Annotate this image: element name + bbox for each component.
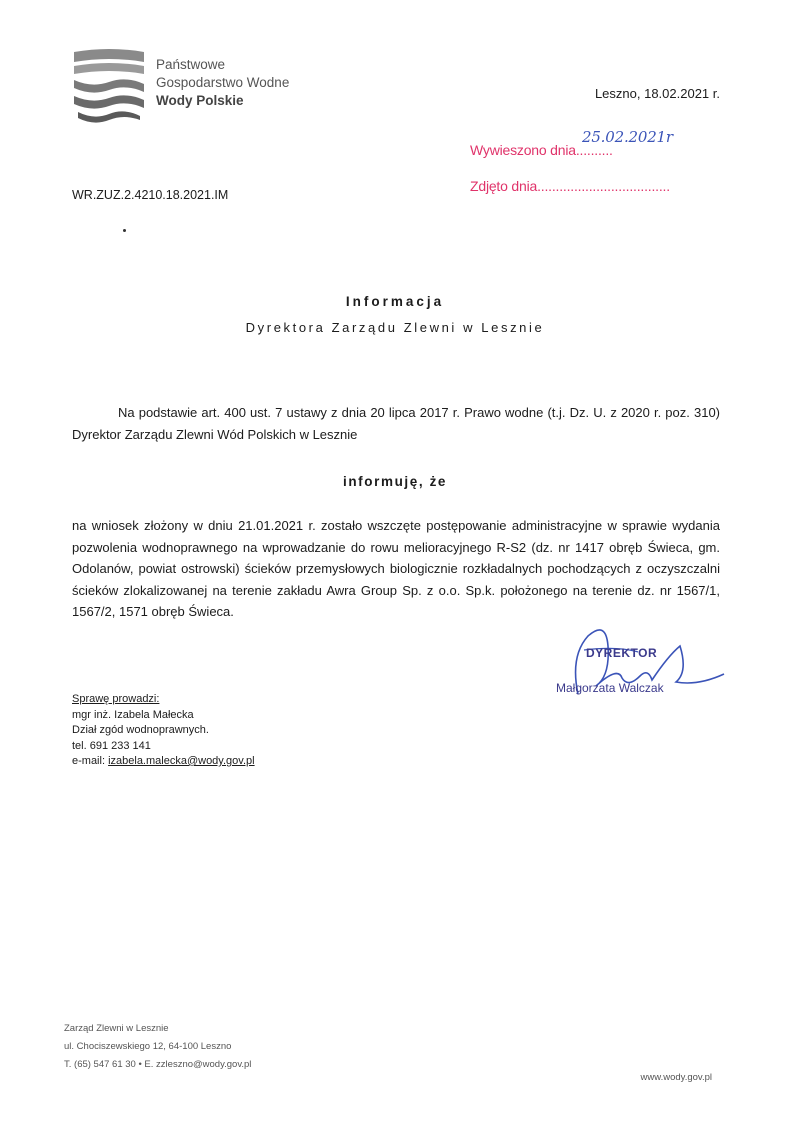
footer-address [64, 1020, 251, 1074]
stamp-posted-dots: .......... [575, 142, 613, 158]
reference-number: WR.ZUZ.2.4210.18.2021.IM [72, 188, 229, 202]
signature-title: DYREKTOR [586, 646, 658, 660]
stamp-removed [470, 178, 670, 194]
document-date: Leszno, 18.02.2021 r. [594, 86, 720, 101]
stamp-posted [470, 128, 673, 158]
footer-line-2: ul. Chociszewskiego 12, 64-100 Leszno [64, 1041, 232, 1052]
logo-line-2: Gospodarstwo Wodne [156, 75, 290, 90]
intro-paragraph: Na podstawie art. 400 ust. 7 ustawy z dnia 20 lipca 2017 r. Prawo wodne (t.j. Dz. U. z 2020 r. poz. 310) Dyrektor Zarządu Zlewni Wód Polskich w Lesznie [72, 405, 720, 442]
logo-line-1: Państwowe [156, 57, 226, 72]
signature-name: Małgorzata Walczak [556, 681, 664, 695]
footer-line-3: T. (65) 547 61 30 • E. zzleszno@wody.gov.pl [64, 1059, 252, 1070]
contact-header: Sprawę prowadzi: [72, 693, 160, 705]
stray-dot [123, 229, 126, 232]
document-subtitle: Dyrektora Zarządu Zlewni w Lesznie [245, 320, 545, 335]
informs-heading: informuję, że [342, 474, 448, 489]
footer-website[interactable]: www.wody.gov.pl [640, 1072, 712, 1083]
contact-department: Dział zgód wodnoprawnych. [72, 724, 209, 736]
body-paragraph: na wniosek złożony w dniu 21.01.2021 r. zostało wszczęte postępowanie administracyjne w sprawie wydania pozwolenia wodnoprawnego na wprowadzanie do rowu melioracyjnego R-S2 (dz. nr 1417 obręb Świeca, gm. Odolanów, powiat ostrowski) ścieków przemysłowych biologicznie rozkładalnych pochodzących z oczyszczalni ścieków zlokalizowanej na terenie zakładu Awra Group Sp. z o.o. Sp.k. położonego na terenie dz. nr 1567/1, 1567/2, 1571 obręb Świeca. [72, 518, 720, 619]
contact-person: mgr inż. Izabela Małecka [72, 708, 194, 721]
contact-phone: tel. 691 233 141 [72, 739, 151, 752]
contact-email-row [72, 754, 255, 770]
logo-text [156, 56, 289, 110]
stamp-posted-date: 25.02.2021r [582, 128, 673, 146]
logo-line-3: Wody Polskie [156, 93, 244, 108]
footer-line-1: Zarząd Zlewni w Lesznie [64, 1023, 169, 1034]
stamp-removed-label: Zdjęto dnia [470, 178, 538, 194]
document-title: Informacja [345, 294, 445, 309]
contact-email-link[interactable]: izabela.malecka@wody.gov.pl [108, 755, 255, 767]
contact-email-label: e-mail: [72, 755, 106, 767]
stamp-removed-dots: .................................... [537, 178, 670, 194]
signature-scribble-icon [548, 616, 728, 716]
stamp-posted-label: Wywieszono dnia [470, 142, 576, 158]
wody-polskie-logo-icon [72, 48, 146, 124]
case-contact [72, 692, 255, 770]
